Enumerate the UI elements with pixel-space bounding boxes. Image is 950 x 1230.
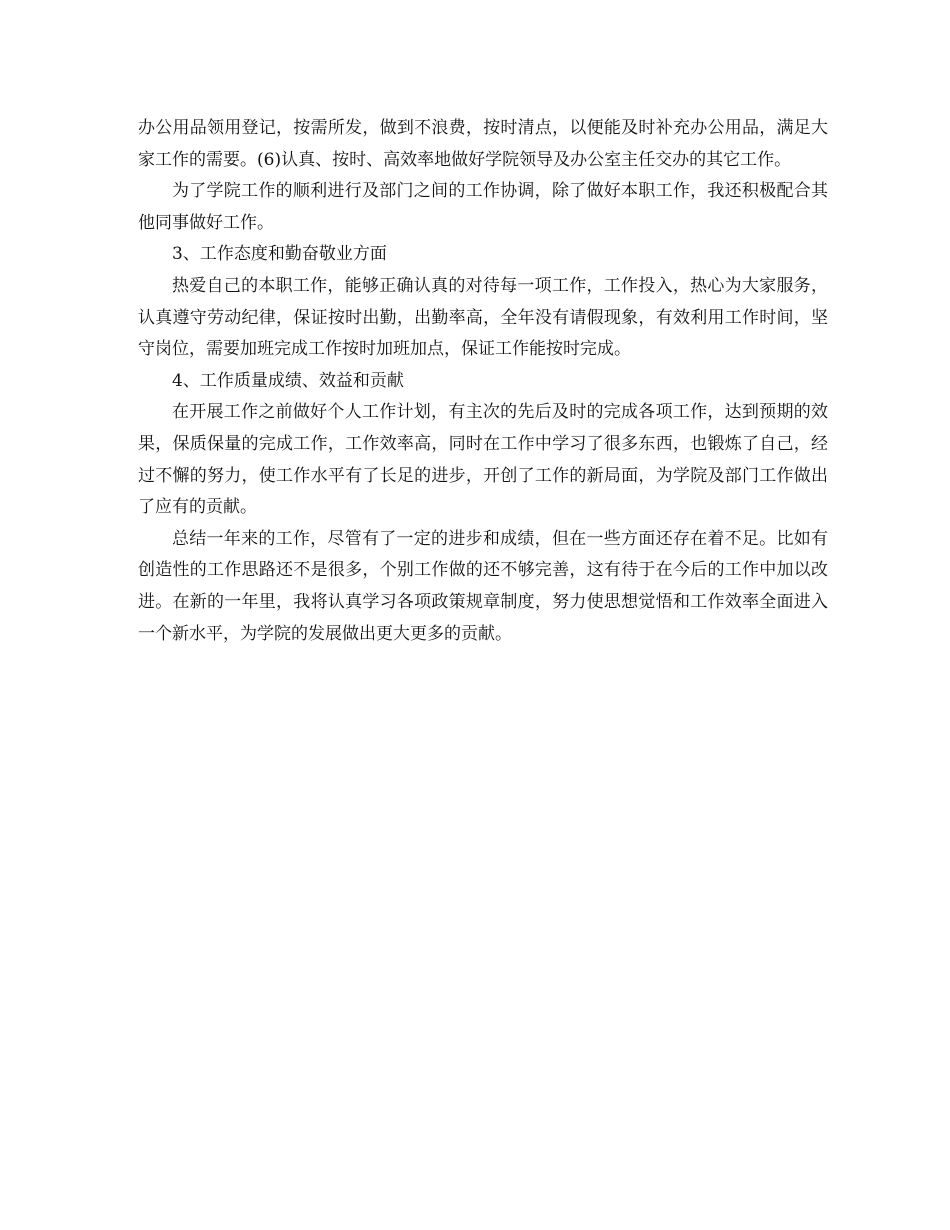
paragraph-coordination: 为了学院工作的顺利进行及部门之间的工作协调，除了做好本职工作，我还积极配合其他同事做好工作。: [138, 181, 828, 233]
paragraph-summary: 总结一年来的工作，尽管有了一定的进步和成绩，但在一些方面还存在着不足。比如有创造性的工作思路还不是很多，个别工作做的还不够完善，这有待于在今后的工作中加以改进。在新的一年里，我将认真学习各项政策规章制度，努力使思想觉悟和工作效率全面进入一个新水平，为学院的发展做出更大更多的贡献。: [138, 528, 828, 644]
paragraph-attitude: 热爱自己的本职工作，能够正确认真的对待每一项工作，工作投入，热心为大家服务，认真遵守劳动纪律，保证按时出勤，出勤率高，全年没有请假现象，有效利用工作时间，坚守岗位，需要加班完成工作按时加班加点，保证工作能按时完成。: [138, 275, 828, 360]
paragraph-office-supplies: 办公用品领用登记，按需所发，做到不浪费，按时清点，以便能及时补充办公用品，满足大家工作的需要。(6)认真、按时、高效率地做好学院领导及办公室主任交办的其它工作。: [138, 118, 828, 170]
paragraph-quality: 在开展工作之前做好个人工作计划，有主次的先后及时的完成各项工作，达到预期的效果，保质保量的完成工作，工作效率高，同时在工作中学习了很多东西，也锻炼了自己，经过不懈的努力，使工作水平有了长足的进步，开创了工作的新局面，为学院及部门工作做出了应有的贡献。: [138, 402, 828, 518]
section-heading-quality: 4、工作质量成绩、效益和贡献: [172, 370, 404, 391]
document-body: [138, 113, 828, 650]
section-heading-attitude: 3、工作态度和勤奋敬业方面: [172, 244, 387, 265]
